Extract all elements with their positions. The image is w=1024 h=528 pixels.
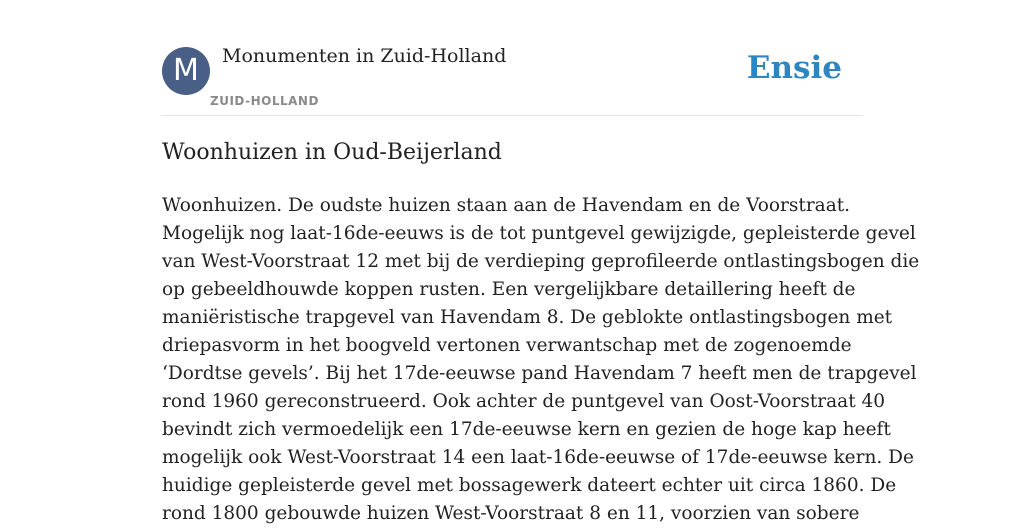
body-line: mogelijk ook West-Voorstraat 14 een laat-16de-eeuwse of 17de-eeuwse kern. De [162, 447, 914, 468]
avatar[interactable]: M [162, 47, 210, 95]
article-title: Woonhuizen in Oud-Beijerland [162, 140, 502, 165]
article-body [162, 192, 920, 528]
body-line: ‘Dordtse gevels’. Bij het 17de-eeuwse pand Havendam 7 heeft men de trapgevel [162, 363, 917, 384]
body-line: Woonhuizen. De oudste huizen staan aan de Havendam en de Voorstraat. [162, 195, 851, 216]
article-header [162, 0, 862, 116]
ensie-logo-link[interactable]: Ensie [746, 50, 842, 86]
body-line: driepasvorm in het boogveld vertonen verwantschap met de zogenoemde [162, 335, 852, 356]
body-line: maniëristische trapgevel van Havendam 8. De geblokte ontlastingsbogen met [162, 307, 893, 328]
source-category-link[interactable]: ZUID-HOLLAND [210, 94, 319, 108]
body-line: rond 1960 gereconstrueerd. Ook achter de puntgevel van Oost-Voorstraat 40 [162, 391, 886, 412]
body-line: Mogelijk nog laat-16de-eeuws is de tot puntgevel gewijzigde, gepleisterde gevel [162, 223, 916, 244]
body-line: op gebeeldhouwde koppen rusten. Een vergelijkbare detaillering heeft de [162, 279, 856, 300]
body-line: van West-Voorstraat 12 met bij de verdieping geprofileerde ontlastingsbogen die [162, 251, 920, 272]
body-line: rond 1800 gebouwde huizen West-Voorstraat 8 en 11, voorzien van sobere [162, 503, 860, 524]
body-line: huidige gepleisterde gevel met bossagewerk dateert echter uit circa 1860. De [162, 475, 897, 496]
body-line: bevindt zich vermoedelijk een 17de-eeuwse kern en gezien de hoge kap heeft [162, 419, 891, 440]
source-title-link[interactable]: Monumenten in Zuid-Holland [222, 45, 507, 67]
